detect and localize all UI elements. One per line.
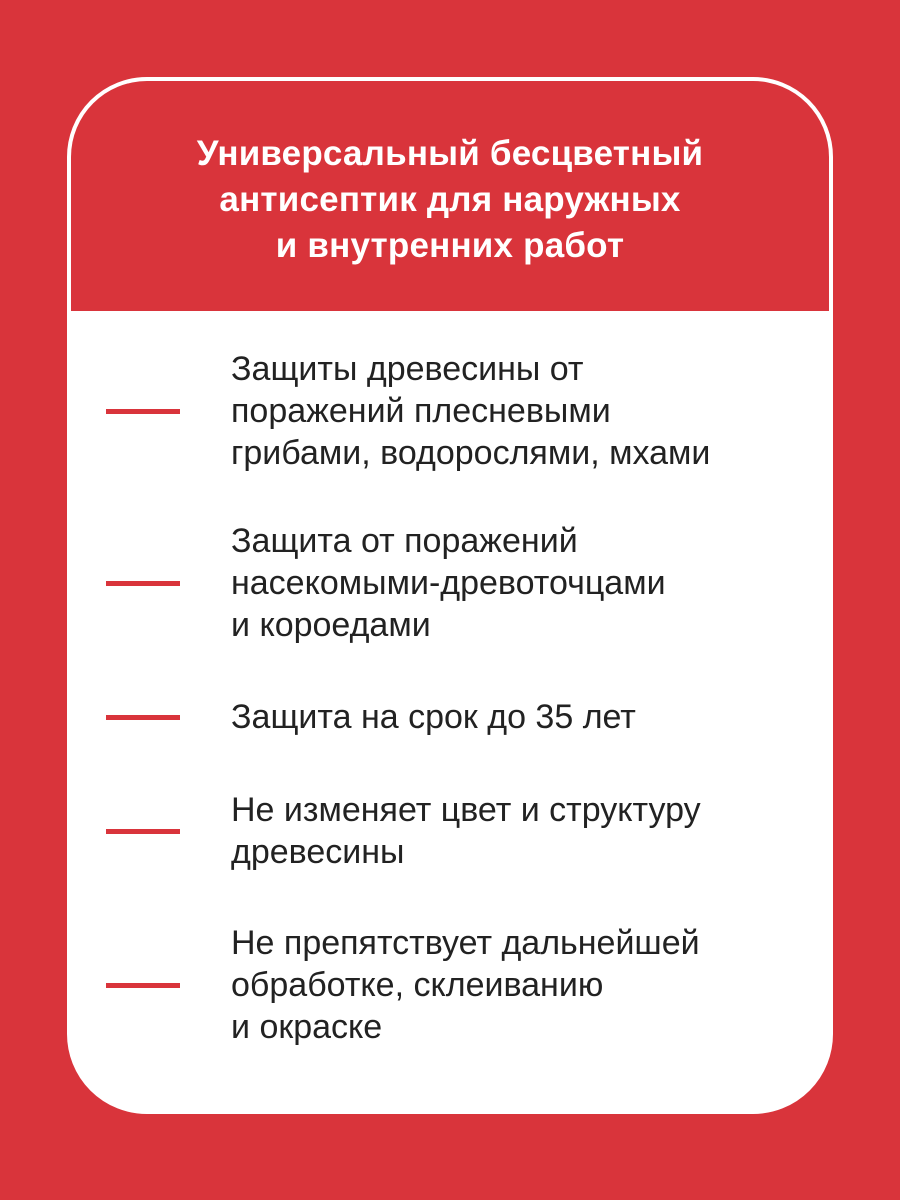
feature-item	[71, 523, 829, 643]
feature-text: Не изменяет цвет и структуру древесины	[231, 791, 701, 871]
feature-item	[71, 925, 829, 1045]
card-header	[71, 81, 829, 311]
feature-text: Защита от поражений насекомыми-древоточцами и короедами	[231, 522, 666, 644]
feature-text: Не препятствует дальнейшей обработке, склеиванию и окраске	[231, 924, 700, 1046]
feature-item	[71, 791, 829, 871]
info-card	[67, 77, 833, 1114]
dash-icon	[106, 715, 180, 720]
dash-icon	[106, 829, 180, 834]
feature-item	[71, 351, 829, 471]
feature-text: Защита на срок до 35 лет	[231, 698, 636, 736]
feature-text: Защиты древесины от поражений плесневыми грибами, водорослями, мхами	[231, 350, 711, 472]
dash-icon	[106, 983, 180, 988]
dash-icon	[106, 581, 180, 586]
feature-item	[71, 697, 829, 737]
dash-icon	[106, 409, 180, 414]
card-title: Универсальный бесцветный антисептик для наружных и внутренних работ	[196, 134, 704, 265]
